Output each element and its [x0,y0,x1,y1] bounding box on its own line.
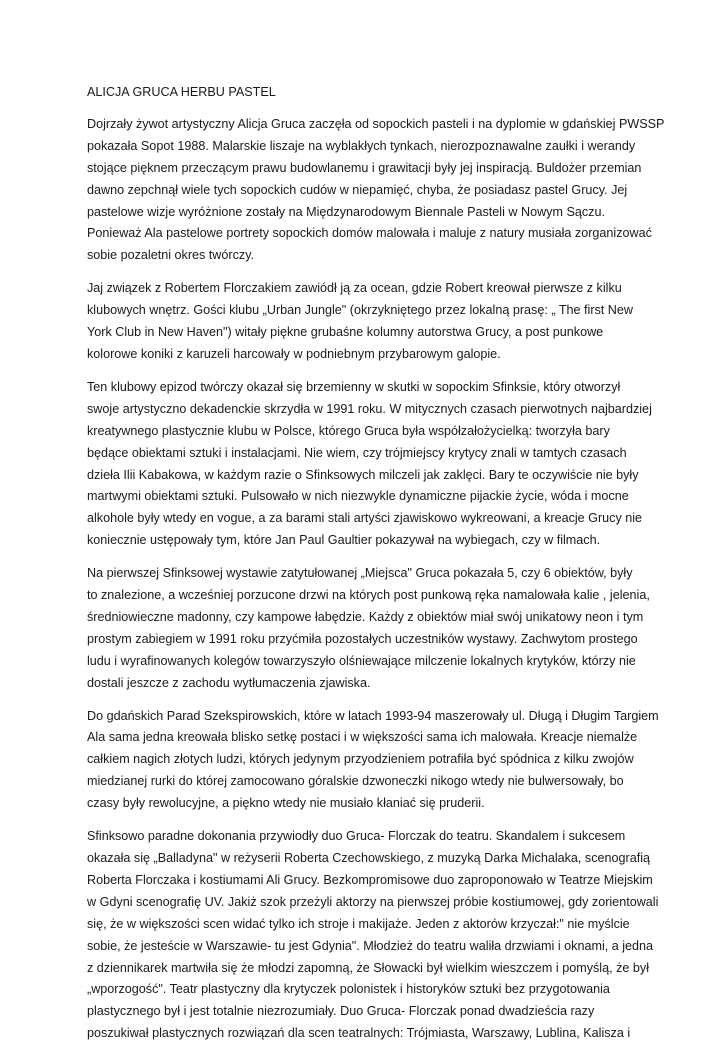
text-line: kreatywnego plastycznie klubu w Polsce, którego Gruca była współzałożycielką: tworzyła bary [87,423,610,438]
text-line: to znalezione, a wcześniej porzucone drzwi na których post punkową ręka namalowała kalie , jelenia, [87,588,650,603]
text-line: sobie, że jesteście w Warszawie- tu jest Gdynia". Młodzież do teatru waliła drzwiami i oknami, a jedna [87,938,654,953]
paragraph [87,706,659,816]
text-line: klubowych wnętrz. Gości klubu „Urban Jungle" (okrzykniętego przez lokalną prasę: „ The first New [87,303,634,318]
document-title: ALICJA GRUCA HERBU PASTEL [87,85,276,99]
text-line: York Club in New Haven") witały piękne grubaśne kolumny autorstwa Grucy, a post punkowe [87,325,604,340]
text-line: stojące pięknem przeczącym prawu budowlanemu i grawitacji były jej inspiracją. Buldożer przemian [87,160,642,175]
text-line: poszukiwał plastycznych rozwiązań dla scen teatralnych: Trójmiasta, Warszawy, Lublina, Kalisza i [87,1026,631,1041]
text-line: alkohole były wtedy en vogue, a za barami stali artyści zjawiskowo wykreowani, a kreacje Grucy nie [87,511,643,526]
text-line: dawno zepchnął wiele tych sopockich cudów w niepamięć, chyba, że posiadasz pastel Grucy. Jej [87,182,628,197]
text-line: martwymi obiektami sztuki. Pulsowało w nich niezwykle dynamiczne pijackie życie, wóda i mocne [87,489,629,504]
text-line: się, że w większości scen widać tylko ich stroje i makijaże. Jeden z aktorów krzyczał:" nie myślcie [87,916,630,931]
text-line: czasy były rewolucyjne, a piękno wtedy nie musiało kłaniać się pruderii. [87,796,485,811]
text-line: całkiem nagich złotych ludzi, których jedynym przyodzieniem potrafiła być spódnica z kilku zwojów [87,752,634,767]
paragraph [87,563,650,694]
text-line: swoje artystyczno dekadenckie skrzydła w 1991 roku. W mitycznych czasach pierwotnych najbardziej [87,401,652,416]
text-line: Roberta Florczaka i kostiumami Ali Grucy. Bezkompromisowe duo zaproponowało w Teatrze Miejskim [87,872,653,887]
text-line: Dojrzały żywot artystyczny Alicja Gruca zaczęła od sopockich pasteli i na dyplomie w gdańskiej PWSSP [87,116,665,131]
text-line: sobie pozaletni okres twórczy. [87,248,255,263]
text-line: kolorowe koniki z karuzeli harcowały w podniebnym przybarowym galopie. [87,346,501,361]
text-line: będące obiektami sztuki i instalacjami. Nie wiem, czy trójmiejscy krytycy znali w tamtych czasach [87,445,627,460]
text-line: Sfinksowo paradne dokonania przywiodły duo Gruca- Florczak do teatru. Skandalem i sukcesem [87,829,626,844]
text-line: „wporzogość". Teatr plastyczny dla krytyczek polonistek i historyków sztuki bez przygotowania [87,982,610,997]
text-line: Ponieważ Ala pastelowe portrety sopockich domów malowała i maluje z natury musiała zorganizować [87,226,652,241]
text-line: Do gdańskich Parad Szekspirowskich, które w latach 1993-94 maszerowały ul. Długą i Długim Targiem [87,708,659,723]
paragraph [87,377,652,552]
text-line: Jaj związek z Robertem Florczakiem zawiódł ją za ocean, gdzie Robert kreował pierwsze z kilku [87,281,622,296]
text-line: Ala sama jedna kreowała blisko setkę postaci i w większości sama ich malowała. Kreacje niemalże [87,730,638,745]
text-line: plastycznego był i jest totalnie niezrozumiały. Duo Gruca- Florczak ponad dwadzieścia razy [87,1004,595,1019]
document-page [87,82,665,1056]
text-line: pokazała Sopot 1988. Malarskie liszaje na wyblakłych tynkach, nierozpoznawalne zaułki i werandy [87,138,636,153]
paragraph [87,278,637,366]
paragraph [87,114,665,267]
text-line: pastelowe wizje wyróżnione zostały na Międzynarodowym Biennale Pasteli w Nowym Sączu. [87,204,605,219]
paragraph [87,826,659,1045]
text-line: ludu i wyrafinowanych kolegów towarzyszyło olśniewające milczenie lokalnych krytyków, którzy nie [87,653,636,668]
text-line: miedzianej rurki do której zamocowano góralskie dzwoneczki nikogo wtedy nie bulwersowały, bo [87,774,624,789]
text-line: koniecznie ustępowały tym, które Jan Paul Gaultier pokazywał na wybiegach, czy w filmach. [87,533,601,548]
text-line: prostym zabiegiem w 1991 roku przyćmiła pozostałych uczestników wystawy. Zachwytom prostego [87,631,638,646]
text-line: Ten klubowy epizod twórczy okazał się brzemienny w skutki w sopockim Sfinksie, który otworzył [87,379,621,394]
text-line: Na pierwszej Sfinksowej wystawie zatytułowanej „Miejsca" Gruca pokazała 5, czy 6 obiektów, były [87,566,633,581]
document-body [87,114,665,1045]
text-line: dostali jeszcze z zachodu wytłumaczenia zjawiska. [87,675,371,690]
text-line: okazała się „Balladyna" w reżyserii Roberta Czechowskiego, z muzyką Darka Michalaka, scenografią [87,851,651,865]
text-line: dzieła Ilii Kabakowa, w każdym razie o Sfinksowych milczeli jak zaklęci. Bary te oczywiście nie były [87,467,639,482]
text-line: średniowieczne madonny, czy kampowe łabędzie. Każdy z obiektów miał swój unikatowy neon i tym [87,609,644,624]
text-line: w Gdyni scenografię UV. Jakiż szok przeżyli aktorzy na pierwszej próbie kostiumowej, gdy zorientowali [87,894,659,909]
text-line: z dziennikarek martwiła się że młodzi zapomną, że Słowacki był wielkim wieszczem i pomyślą, że był [87,960,650,975]
